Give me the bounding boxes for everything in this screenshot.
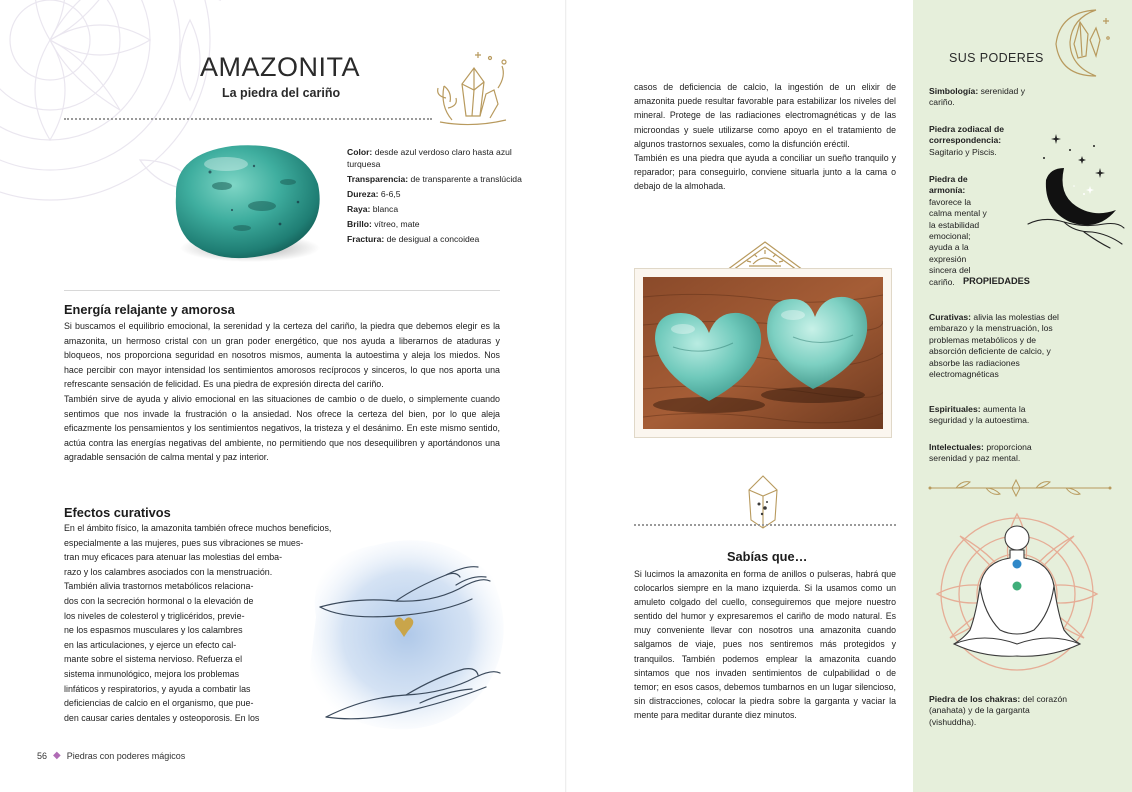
sidebar-healing: Curativas: alivia las molestias del embarazo y la menstruación, los problemas metabólicos y de absorción deficiente de calcio, y absorbe las radiaciones electromagnéticas — [929, 312, 1059, 380]
property-hardness: Dureza: 6-6,5 — [347, 188, 401, 199]
title-divider — [64, 118, 432, 120]
book-spine — [565, 0, 567, 792]
properties-divider — [64, 290, 500, 291]
mineral-properties — [347, 147, 522, 249]
section-heading-energy: Energía relajante y amorosa — [64, 302, 235, 317]
hand-moon-icon — [1024, 128, 1128, 252]
leaf-divider-icon — [926, 476, 1114, 498]
page-subtitle: La piedra del cariño — [222, 86, 341, 100]
crystal-cluster-icon — [745, 474, 781, 530]
properties-heading: PROPIEDADES — [963, 276, 1030, 286]
sidebar-zodiac: Piedra zodiacal de correspondencia: Sagitario y Piscis. — [929, 124, 1004, 157]
left-folio — [37, 750, 185, 761]
property-color: Color: desde azul verdoso claro hasta azul turquesa — [347, 147, 512, 169]
section-body-healing: En el ámbito físico, la amazonita también ofrece muchos beneficios, especialmente a las mujeres, pues sus vibraciones se mues- tran muy eficaces para atenuar las molestias del emba- razo y los calambres asociados con la menstruación. También alivia trastornos metabólicos relaciona- dos con la secreción hormonal o la elevación de los niveles de colesterol y triglicéridos, previe- ne los espasmos musculares y los calambres en las articulaciones, y ejerce un efecto cal- mante sobre el sistema nervioso. Refuerza el sistema inmunológico, mejora los problemas linfáticos y respiratorios, y ayuda a combatir las deficiencias de calcio en el organismo, que pue- den causar caries dentales y osteoporosis. En los — [64, 523, 332, 723]
page-title: AMAZONITA — [200, 52, 361, 82]
property-transparency: Transparencia: de transparente a translúcida — [347, 173, 522, 184]
amazonite-hearts-photo — [643, 277, 883, 429]
did-you-know-text: Si lucimos la amazonita en forma de anillos o pulseras, habrá que colocarlos siempre en la mano izquierda. Si la usamos como un amuleto colgado del cuello, conseguiremos que mejore nuestro sentido del humor y expresaremos el cariño de modo natural. Es muy conveniente llevar con nosotros una amazonita cuando salgamos de viaje, pues nos sentiremos más protegidos y tranquilos. También podemos emplear la amazonita cuando sintamos que nos invaden sentimientos de culpabilidad o de temor; en esos casos, debemos tumbarnos en un lugar silencioso, sin distracciones, colocar la piedra sobre la garganta y vaciar la mente para meditar durante diez minutos. — [634, 569, 896, 720]
sidebar-harmony: Piedra de armonía: favorece la calma mental y la estabilidad emocional; ayuda a la expresión sincera del cariño. — [929, 174, 987, 287]
meditation-chakras-illustration — [924, 498, 1110, 684]
sidebar-chakras: Piedra de los chakras: del corazón (anahata) y de la garganta (vishuddha). — [929, 694, 1068, 727]
crystal-leaves-icon — [432, 46, 516, 128]
page-number-left: 56 — [37, 750, 48, 761]
section-body-energy: Si buscamos el equilibrio emocional, la serenidad y la certeza del cariño, la piedra que debemos elegir es la amazonita, un hermoso cristal con un gran poder energético, que nos ayuda a liberarnos de ataduras y bloqueos, nos proporciona seguridad en nosotros mismos, aumenta la autoestima y aleja los miedos. Nos hace percibir con mayor intensidad los sentimientos amorosos recíprocos y sinceros, lo que nos aporta una refrescante sensación de felicidad. Es una piedra de expresión directa del cariño. También sirve de ayuda y alivio emocional en las situaciones de cambio o de duelo, o simplemente cuando sentimos que nos invade la frustración o la ansiedad. Nos ofrece la certeza del bien, por lo que aleja eficazmente los pensamientos y los sentimientos negativos, la tristeza y el desánimo. En este mismo sentido, actúa contra las energías negativas del ambiente, no permitiendo que nos desequilibren y aportándonos una agradable sensación de calma mental y paz interior. — [64, 321, 500, 463]
property-fracture: Fractura: de desigual a concoidea — [347, 234, 480, 245]
sidebar-title: SUS PODERES — [949, 51, 1044, 65]
running-head-left: Piedras con poderes mágicos — [66, 750, 186, 761]
property-streak: Raya: blanca — [347, 203, 399, 214]
diamond-icon: ◆ — [53, 750, 61, 761]
amazonite-stone-image — [162, 136, 326, 266]
property-luster: Brillo: vítreo, mate — [347, 218, 420, 229]
sidebar-spiritual: Espirituales: aumenta la seguridad y la autoestima. — [929, 404, 1030, 426]
sidebar-symbology: Simbología: serenidad y cariño. — [929, 86, 1026, 108]
continued-text: casos de deficiencia de calcio, la ingestión de un elixir de amazonita puede resultar favorable para estabilizar los niveles del mineral. Protege de las radiaciones electromagnéticas y de las microondas y suele utilizarse como apoyo en el tratamiento de algunos trastornos sexuales, como la disfunción eréctil. También es una piedra que ayuda a conciliar un sueño tranquilo y reparador; para conseguirlo, conviene situarla junto a la cama o debajo de la almohada. — [634, 82, 896, 192]
did-you-know-divider — [634, 524, 896, 526]
did-you-know-heading: Sabías que… — [727, 549, 808, 564]
section-heading-healing: Efectos curativos — [64, 505, 171, 520]
sidebar-intellectual: Intelectuales: proporciona serenidad y paz mental. — [929, 442, 1032, 464]
moon-crystal-icon — [1046, 4, 1118, 80]
